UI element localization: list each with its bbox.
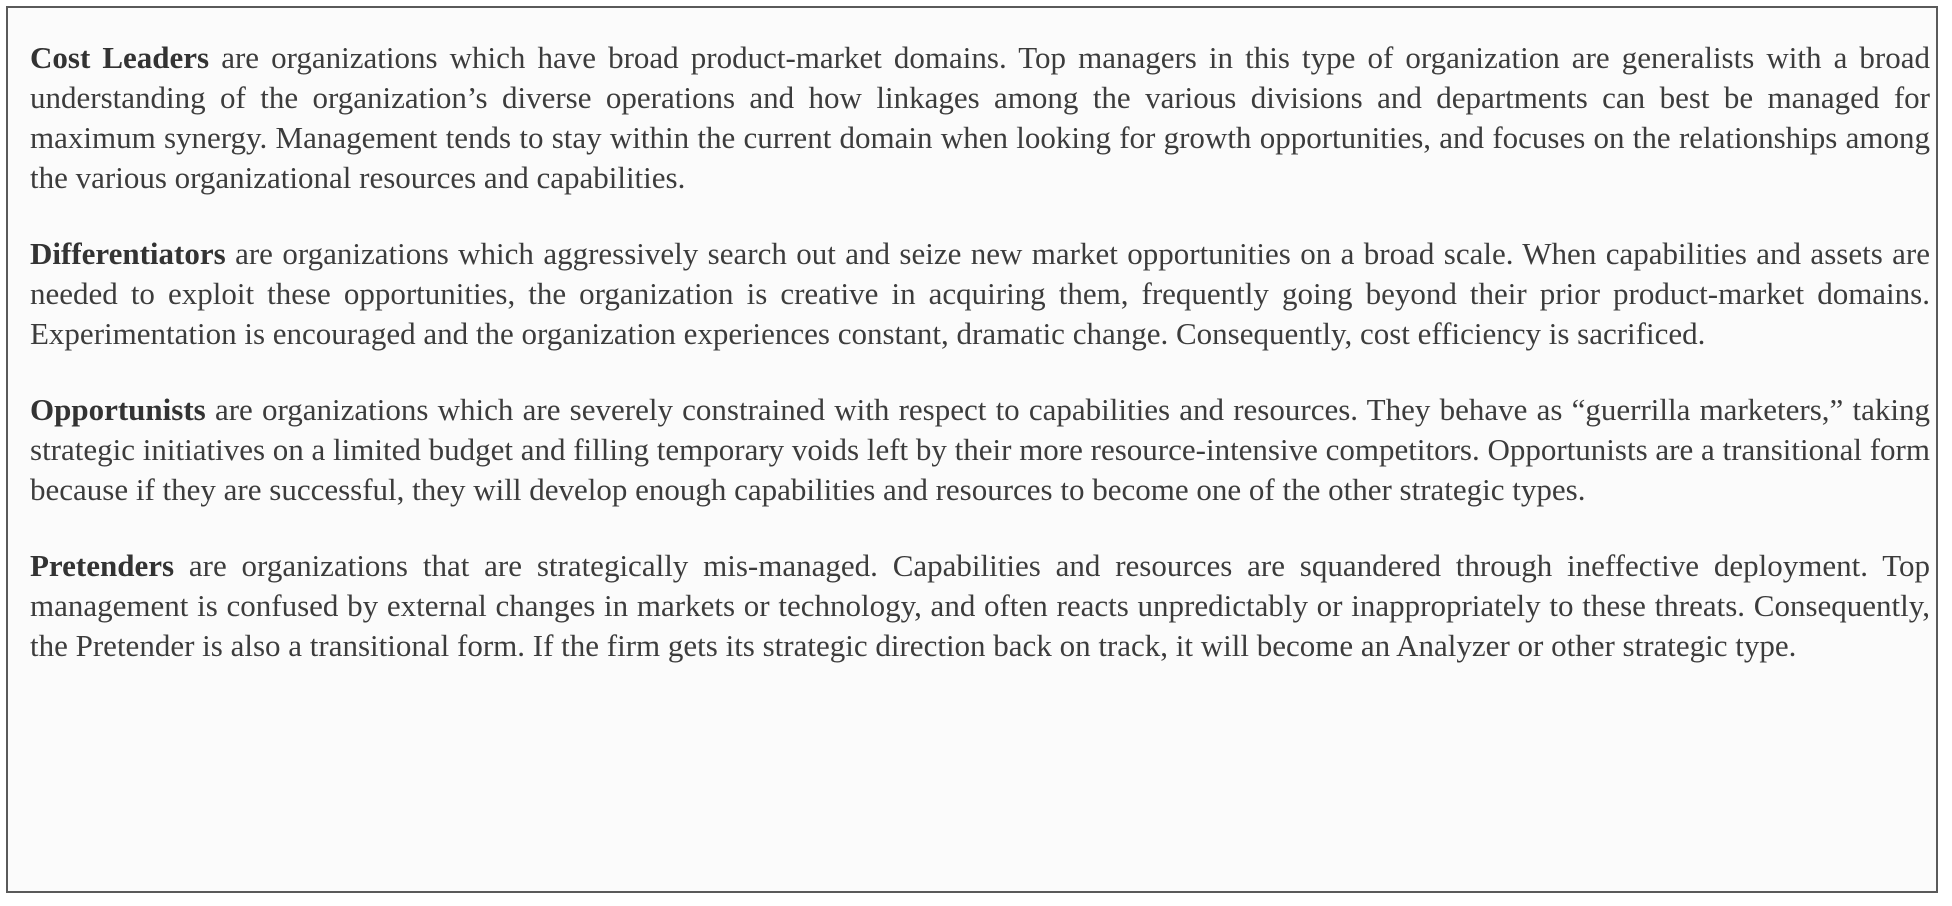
- definition-differentiators: are organizations which aggressively search out and seize new market opportunities on a broad scale. When capabilities and assets are needed to exploit these opportunities, the organization is creative in acquiring them, frequently going beyond their prior product-market domains. Experimentation is encouraged and the organization experiences constant, dramatic change. Consequently, cost efficiency is sacrificed.: [30, 236, 1930, 351]
- paragraph-opportunists: [30, 390, 1930, 510]
- term-pretenders: Pretenders: [30, 548, 175, 583]
- paragraph-cost-leaders: [30, 38, 1930, 198]
- term-opportunists: Opportunists: [30, 392, 206, 427]
- definitions-text: [30, 38, 1930, 702]
- bordered-text-box: [6, 6, 1938, 893]
- definition-pretenders: are organizations that are strategically mis-managed. Capabilities and resources are squandered through ineffective deployment. Top management is confused by external changes in markets or technology, and often reacts unpredictably or inappropriately to these threats. Consequently, the Pretender is also a transitional form. If the firm gets its strategic direction back on track, it will become an Analyzer or other strategic type.: [30, 548, 1930, 663]
- definition-cost-leaders: are organizations which have broad product-market domains. Top managers in this type of organization are generalists with a broad understanding of the organization’s diverse operations and how linkages among the various divisions and departments can best be managed for maximum synergy. Management tends to stay within the current domain when looking for growth opportunities, and focuses on the relationships among the various organizational resources and capabilities.: [30, 40, 1930, 195]
- term-differentiators: Differentiators: [30, 236, 226, 271]
- paragraph-pretenders: [30, 546, 1930, 666]
- term-cost-leaders: Cost Leaders: [30, 40, 210, 75]
- definition-opportunists: are organizations which are severely constrained with respect to capabilities and resources. They behave as “guerrilla marketers,” taking strategic initiatives on a limited budget and filling temporary voids left by their more resource-intensive competitors. Opportunists are a transitional form because if they are successful, they will develop enough capabilities and resources to become one of the other strategic types.: [30, 392, 1930, 507]
- paragraph-differentiators: [30, 234, 1930, 354]
